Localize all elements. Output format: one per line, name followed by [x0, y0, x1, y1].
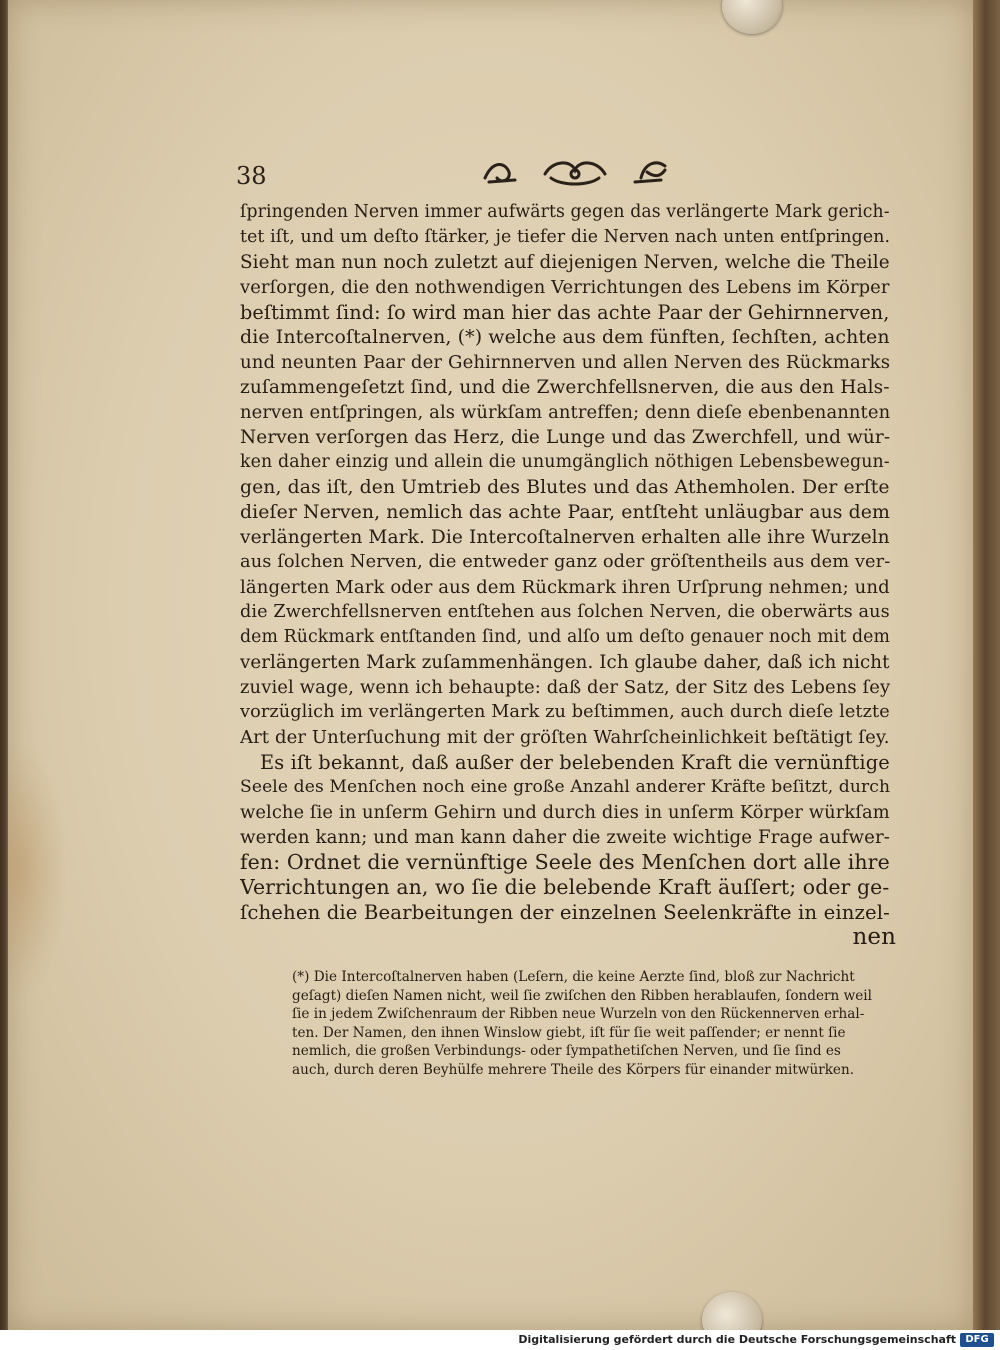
text-line: aus ſolchen Nerven, die entweder ganz oder gröſtentheils aus dem ver-	[240, 552, 891, 572]
text-line: Seele des Menſchen noch eine große Anzahl anderer Kräfte beſitzt, durch	[240, 777, 891, 797]
emphasized-line: fen: Ordnet die vernünftige Seele des Menſchen dort alle ihre	[240, 850, 890, 874]
text-line: dieſer Nerven, nemlich das achte Paar, entſteht unläugbar aus dem	[240, 502, 890, 523]
text-line: zuſammengeſetzt ſind, und die Zwerchfellsnerven, die aus den Hals-	[240, 377, 890, 398]
footnote-line: auch, durch deren Beyhülfe mehrere Theile des Körpers für einander mitwürken.	[292, 1061, 855, 1078]
footnote-line: geſagt) dieſen Namen nicht, weil ſie zwiſchen den Ribben herablaufen, ſondern weil	[292, 987, 872, 1004]
water-stain	[8, 740, 68, 1000]
text-line: tet iſt, und um deſto ſtärker, je tiefer die Nerven nach unten entſpringen.	[240, 227, 891, 247]
text-line: Art der Unterſuchung mit der gröſten Wahrſcheinlichkeit beſtätigt ſey.	[240, 727, 890, 748]
text-line: Sieht man nun noch zuletzt auf diejenigen Nerven, welche die Theile	[240, 252, 890, 273]
digitization-credit: Digitalisierung gefördert durch die Deutsche Forschungsgemeinschaft	[518, 1333, 956, 1346]
text-line: Nerven verſorgen das Herz, die Lunge und das Zwerchfell, und wür-	[240, 427, 891, 448]
text-line: nerven entſpringen, als würkſam antreffen; denn dieſe ebenbenannten	[240, 402, 891, 423]
text-line: zuviel wage, wenn ich behaupte: daß der Satz, der Sitz des Lebens ſey	[240, 677, 891, 698]
text-line: ken daher einzig und allein die unumgänglich nöthigen Lebensbewegun-	[240, 452, 890, 472]
page-number: 38	[236, 162, 267, 190]
text-line: verlängerten Mark zuſammenhängen. Ich glaube daher, daß ich nicht	[240, 652, 890, 673]
text-line: die Intercoſtalnerven, (*) welche aus dem fünften, ſechſten, achten	[240, 326, 890, 348]
text-line: verſorgen, die den nothwendigen Verrichtungen des Lebens im Körper	[240, 277, 890, 298]
text-line: verlängerten Mark. Die Intercoſtalnerven erhalten alle ihre Wurzeln	[240, 527, 890, 548]
paragraph-start-line: Es iſt bekannt, daß außer der belebenden Kraft die vernünftige	[260, 751, 890, 774]
footnote	[292, 968, 900, 1079]
dfg-logo: DFG	[960, 1333, 994, 1347]
main-text	[240, 200, 896, 950]
catchword: nen	[852, 925, 896, 950]
footnote-line: nemlich, die großen Verbindungs- oder ſympathetiſchen Nerven, und ſie ſind es	[292, 1043, 841, 1059]
footnote-line: ſie in jedem Zwiſchenraum der Ribben neue Wurzeln von den Rückennerven erhal-	[292, 1006, 865, 1022]
text-line: ſpringenden Nerven immer aufwärts gegen das verlängerte Mark gerich-	[240, 202, 890, 222]
emphasized-line: ſchehen die Bearbeitungen der einzelnen Seelenkräfte in einzel-	[240, 901, 890, 924]
text-line: werden kann; und man kann daher die zweite wichtige Frage aufwer-	[240, 827, 891, 848]
footnote-line: ten. Der Namen, den ihnen Winslow giebt, iſt für ſie weit paſſender; er nennt ſie	[292, 1024, 846, 1041]
footnote-line: (*) Die Intercoſtalnerven haben (Leſern, die keine Aerzte ſind, bloß zur Nachricht	[292, 969, 855, 985]
text-line: gen, das iſt, den Umtrieb des Blutes und das Athemholen. Der erſte	[240, 477, 890, 498]
text-line: längerten Mark oder aus dem Rückmark ihren Urſprung nehmen; und	[240, 577, 890, 598]
text-line: welche ſie in unſerm Gehirn und durch dies in unſerm Körper würkſam	[240, 802, 890, 823]
text-line: beſtimmt ſind: ſo wird man hier das achte Paar der Gehirnnerven,	[240, 301, 890, 324]
printer-ornament-icon	[475, 150, 675, 192]
emphasized-line: Verrichtungen an, wo ſie die belebende Kraft äuſſert; oder ge-	[240, 875, 890, 899]
text-line: dem Rückmark entſtanden ſind, und alſo um deſto genauer noch mit dem	[240, 627, 891, 647]
text-line: die Zwerchfellsnerven entſtehen aus ſolchen Nerven, die oberwärts aus	[240, 602, 890, 622]
text-line: und neunten Paar der Gehirnnerven und allen Nerven des Rückmarks	[240, 352, 891, 373]
text-line: vorzüglich im verlängerten Mark zu beſtimmen, auch durch dieſe letzte	[240, 702, 890, 722]
